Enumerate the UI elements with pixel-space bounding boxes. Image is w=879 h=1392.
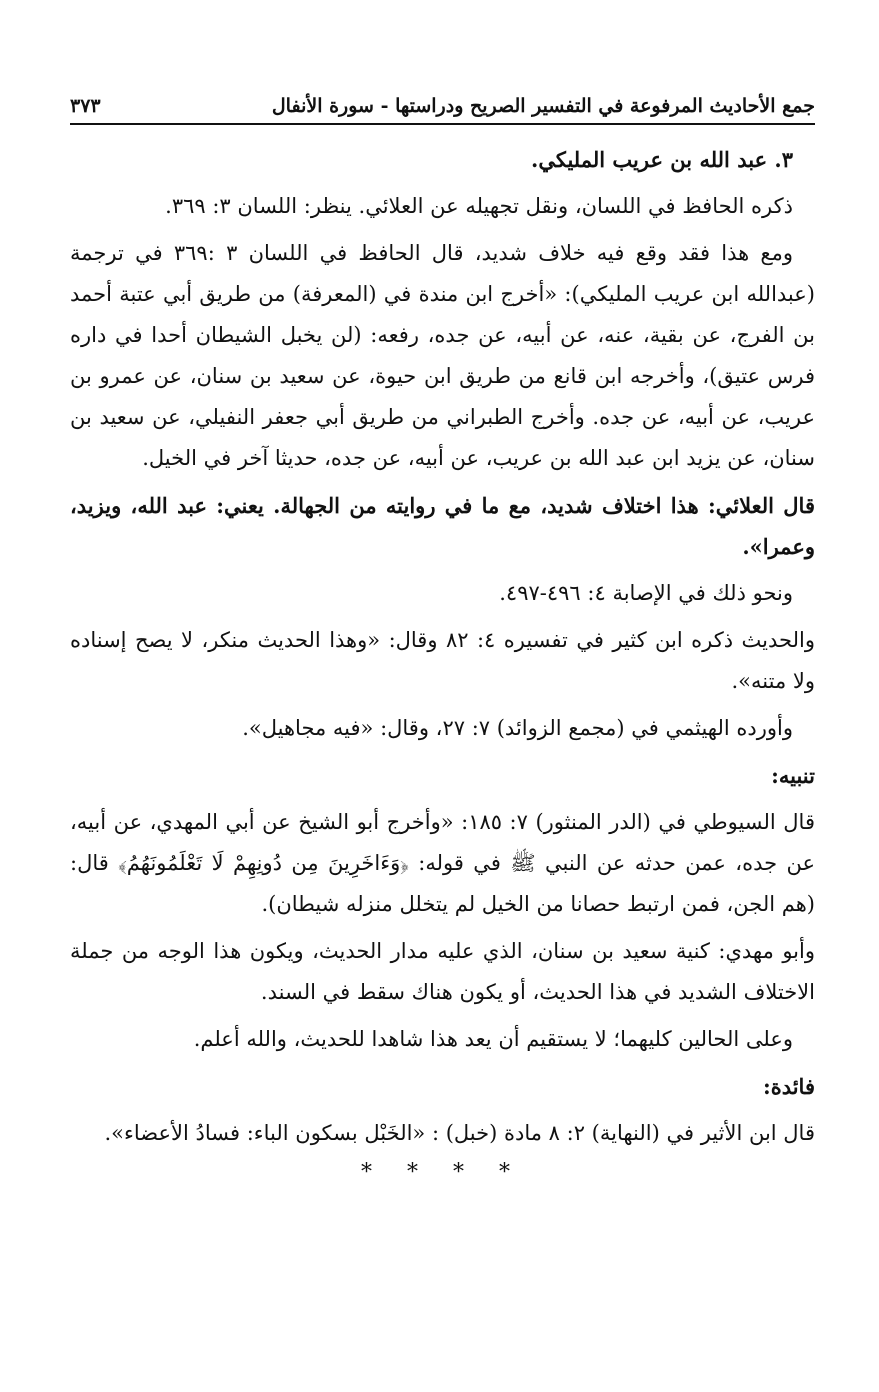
section-heading: تنبيه: [771, 763, 815, 788]
paragraph: وعلى الحالين كليهما؛ لا يستقيم أن يعد هذا شاهدا للحديث، والله أعلم. [193, 1027, 793, 1051]
running-header [70, 95, 815, 125]
page-number: ٣٧٣ [70, 95, 101, 117]
paragraph: قال السيوطي في (الدر المنثور) ٧: ١٨٥: «وأخرج أبو الشيخ عن أبي المهدي، عن أبيه، عن جده، عمن حدثه عن النبي ﷺ في قوله: ﴿وَءَاخَرِينَ مِن دُونِهِمْ لَا تَعْلَمُونَهُمُ﴾ قال: (هم الجن، فمن ارتبط حصانا من الخيل لم يتخلل منزله شيطان). [70, 810, 815, 916]
paragraph: ذكره الحافظ في اللسان، ونقل تجهيله عن العلائي. ينظر: اللسان ٣: ٣٦٩. [165, 194, 793, 218]
paragraph: قال ابن الأثير في (النهاية) ٢: ٨ مادة (خبل) : «الخَبْل بسكون الباء: فسادُ الأعضاء». [104, 1121, 815, 1145]
page [70, 95, 815, 1185]
paragraph: قال العلائي: هذا اختلاف شديد، مع ما في روايته من الجهالة. يعني: عبد الله، ويزيد، وعمرا». [70, 493, 815, 559]
paragraph: ونحو ذلك في الإصابة ٤: ٤٩٦-٤٩٧. [499, 581, 793, 605]
paragraph: ٣. عبد الله بن عريب المليكي. [531, 147, 793, 172]
paragraph: والحديث ذكره ابن كثير في تفسيره ٤: ٨٢ وقال: «وهذا الحديث منكر، لا يصح إسناده ولا متنه». [70, 628, 815, 693]
paragraph: ومع هذا فقد وقع فيه خلاف شديد، قال الحافظ في اللسان ٣ :٣٦٩ في ترجمة (عبدالله ابن عريب المليكي): «أخرج ابن مندة في (المعرفة) من طريق أبي عتبة أحمد بن الفرج، عن بقية، عنه، عن أبيه، عن جده، رفعه: (لن يخبل الشيطان أحدا في داره فرس عتيق)، وأخرجه ابن قانع من طريق ابن حيوة، عن سعيد بن سنان، عن عمرو بن عريب، عن أبيه، عن جده. وأخرج الطبراني من طريق أبي جعفر النفيلي، عن سعيد بن سنان، عن يزيد ابن عبد الله بن عريب، عن أبيه، عن جده، حديثا آخر في الخيل. [70, 241, 815, 470]
paragraph: وأبو مهدي: كنية سعيد بن سنان، الذي عليه مدار الحديث، ويكون هذا الوجه من جملة الاختلاف الشديد في هذا الحديث، أو يكون هناك سقط في السند. [70, 939, 815, 1004]
end-ornament: * * * * [361, 1160, 524, 1185]
section-heading: فائدة: [762, 1074, 815, 1099]
body-text [70, 139, 815, 1154]
paragraph: وأورده الهيثمي في (مجمع الزوائد) ٧: ٢٧، وقال: «فيه مجاهيل». [242, 716, 793, 740]
header-title: جمع الأحاديث المرفوعة في التفسير الصريح ودراستها - سورة الأنفال [271, 95, 815, 117]
